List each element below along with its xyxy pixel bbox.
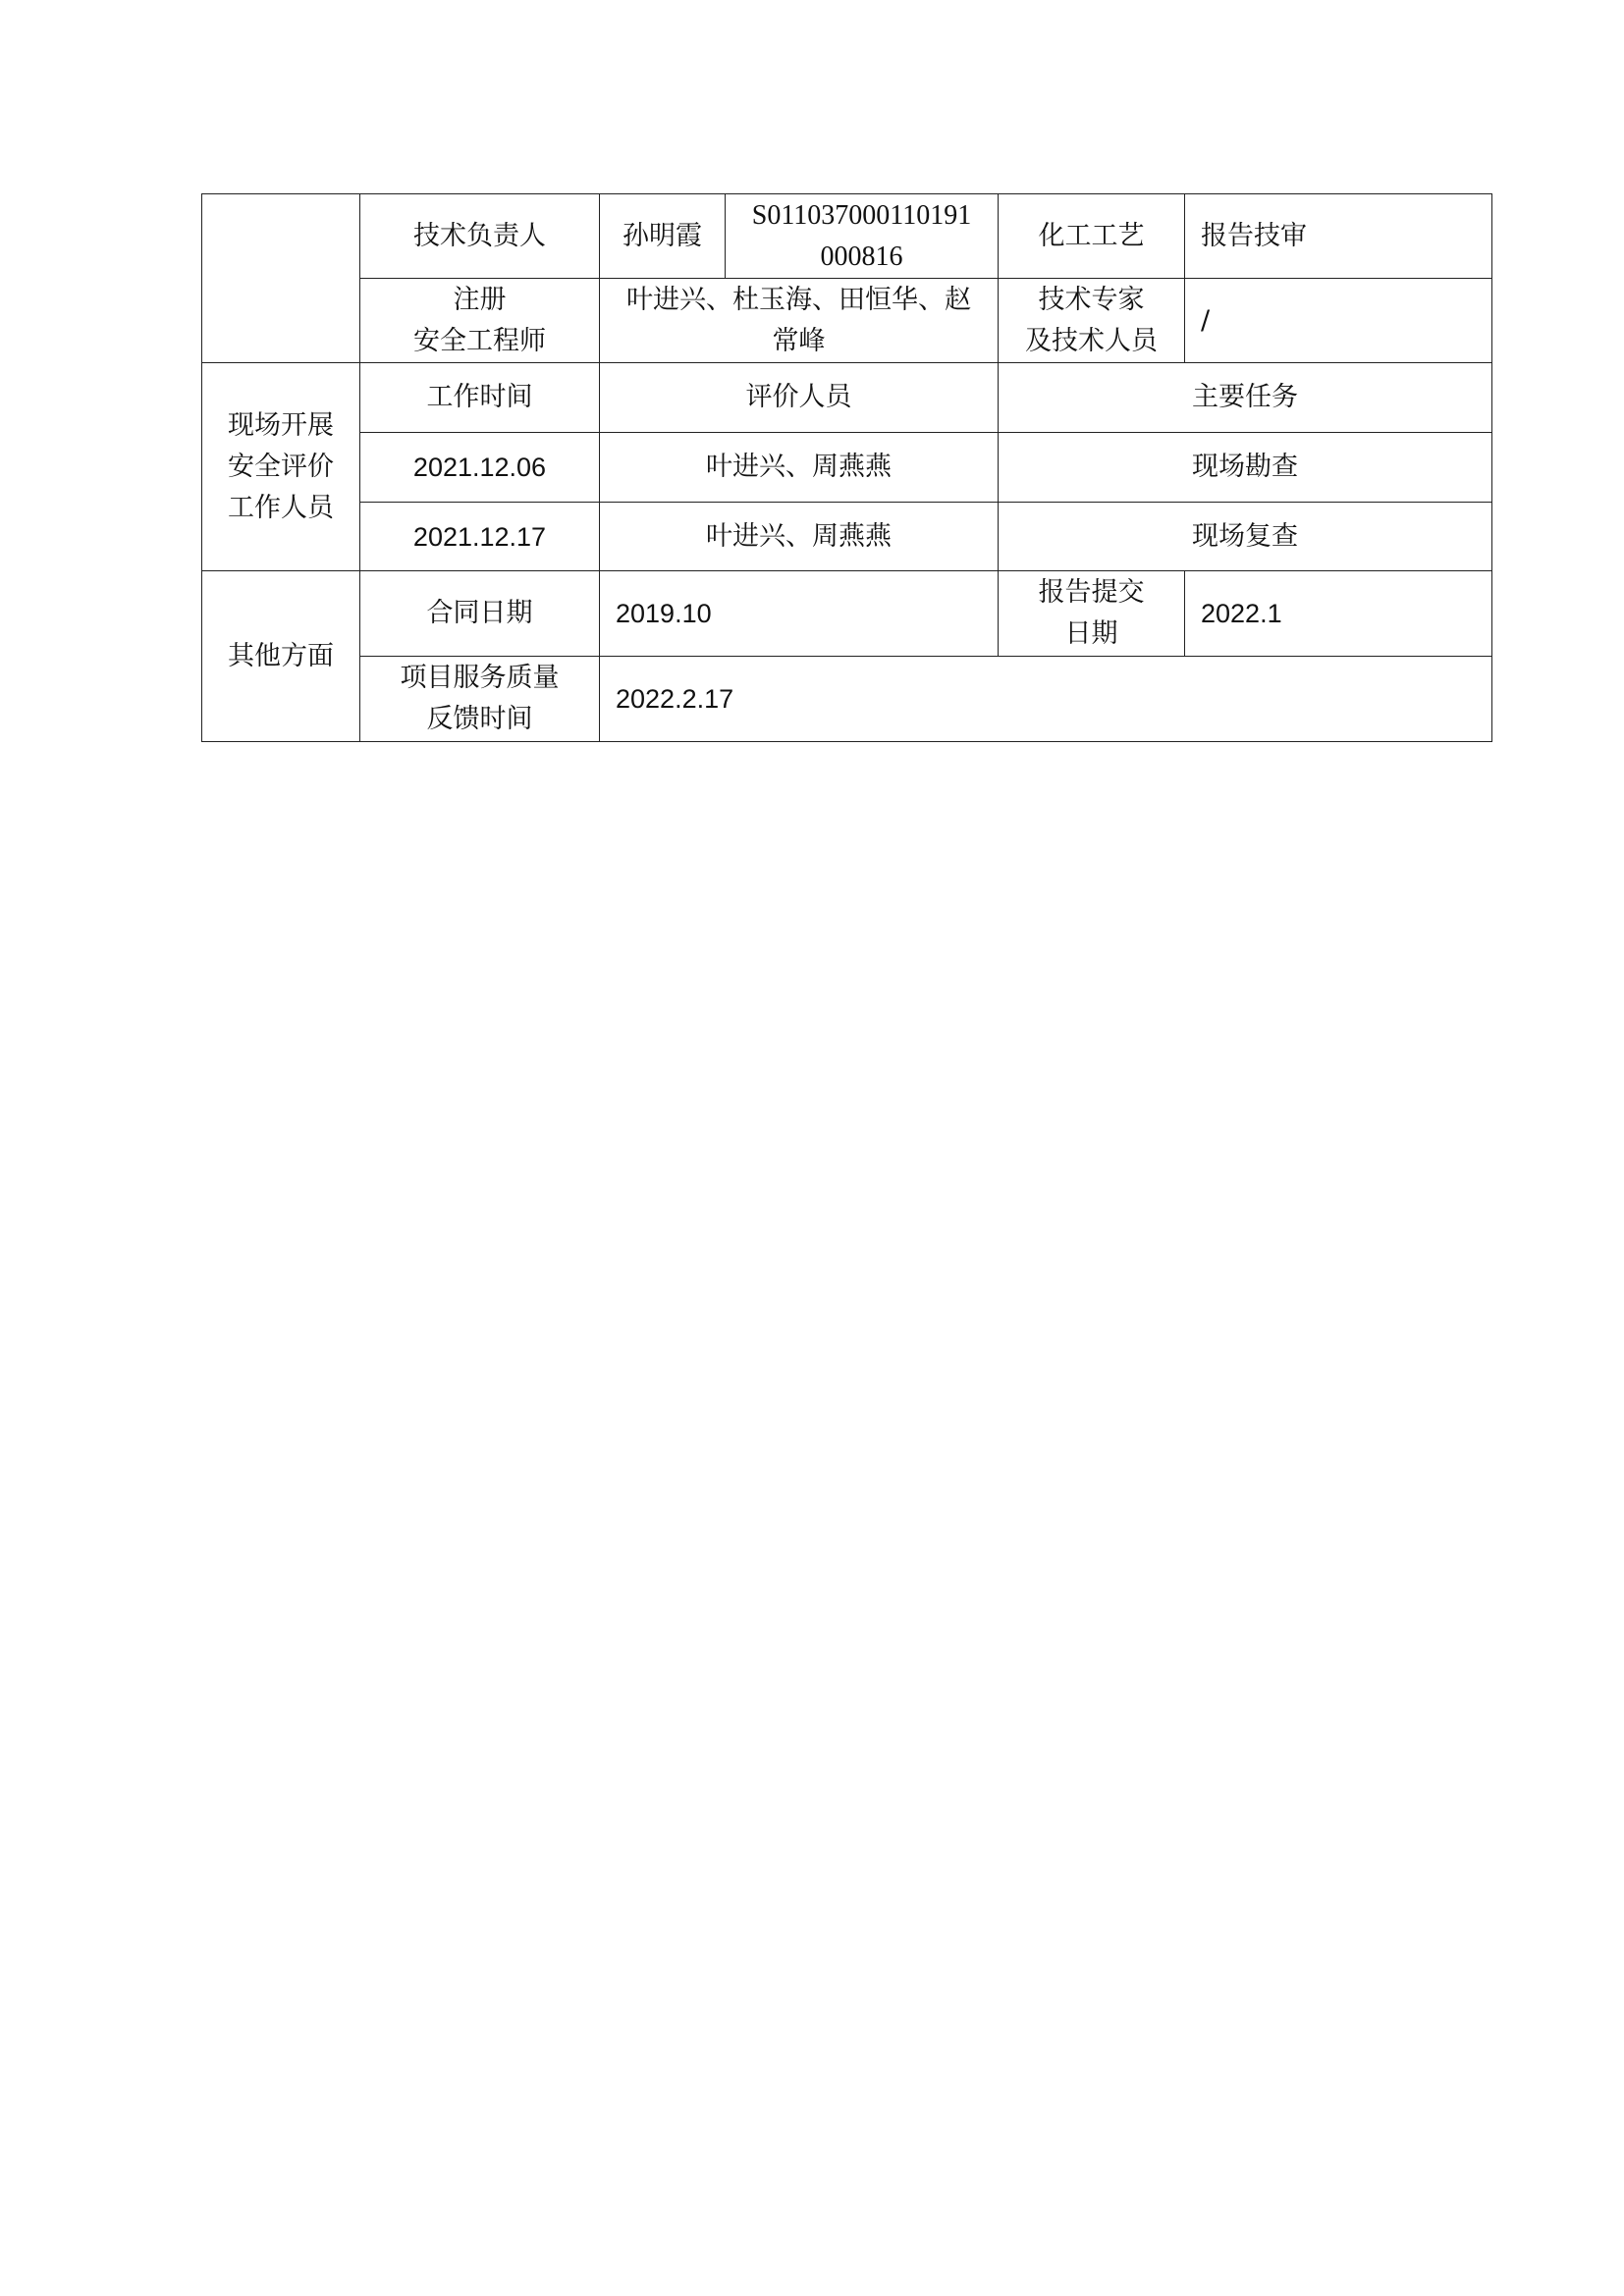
cert-number-line-2: 000816 xyxy=(820,240,903,272)
registered-engineer-names xyxy=(600,279,999,363)
onsite-entry-task: 现场复查 xyxy=(999,503,1492,571)
onsite-label-line-2: 安全评价 xyxy=(228,451,334,482)
cert-number-line-1: S011037000110191 xyxy=(751,199,972,231)
feedback-time-row xyxy=(202,657,1492,742)
tech-lead-name: 孙明霞 xyxy=(600,194,726,279)
evaluator-header: 评价人员 xyxy=(600,363,999,433)
contract-date-row xyxy=(202,571,1492,657)
tech-expert-value: / xyxy=(1185,279,1492,363)
registered-engineer-row xyxy=(202,279,1492,363)
onsite-entry-staff: 叶进兴、周燕燕 xyxy=(600,503,999,571)
onsite-entry-task: 现场勘查 xyxy=(999,433,1492,503)
submit-date-label xyxy=(999,571,1185,657)
onsite-entry-date: 2021.12.06 xyxy=(360,433,600,503)
tech-expert-label xyxy=(999,279,1185,363)
feedback-time-label xyxy=(360,657,600,742)
other-section-label: 其他方面 xyxy=(202,571,360,742)
onsite-entry-staff: 叶进兴、周燕燕 xyxy=(600,433,999,503)
submit-label-line-2: 日期 xyxy=(1064,618,1118,649)
registered-label-line-2: 安全工程师 xyxy=(413,325,546,356)
expert-label-line-2: 及技术人员 xyxy=(1025,325,1158,356)
tech-lead-duty: 报告技审 xyxy=(1185,194,1492,279)
expert-label-line-1: 技术专家 xyxy=(1038,284,1145,315)
onsite-section-label xyxy=(202,363,360,571)
onsite-label-line-1: 现场开展 xyxy=(228,409,334,441)
feedback-label-line-1: 项目服务质量 xyxy=(400,663,560,693)
engineer-names-line-1: 叶进兴、杜玉海、田恒华、赵 xyxy=(626,284,971,315)
onsite-entry-date: 2021.12.17 xyxy=(360,503,600,571)
contract-date-label: 合同日期 xyxy=(360,571,600,657)
engineer-names-line-2: 常峰 xyxy=(772,325,826,356)
registered-engineer-label xyxy=(360,279,600,363)
tech-lead-specialty: 化工工艺 xyxy=(999,194,1185,279)
main-task-header: 主要任务 xyxy=(999,363,1492,433)
contract-date-value: 2019.10 xyxy=(600,571,999,657)
onsite-entry-row xyxy=(202,503,1492,571)
submit-label-line-1: 报告提交 xyxy=(1038,577,1145,608)
tech-lead-row xyxy=(202,194,1492,279)
feedback-label-line-2: 反馈时间 xyxy=(426,704,533,734)
tech-lead-label: 技术负责人 xyxy=(360,194,600,279)
onsite-header-row xyxy=(202,363,1492,433)
staff-section-cell xyxy=(202,194,360,363)
onsite-label-line-3: 工作人员 xyxy=(228,492,334,523)
onsite-entry-row xyxy=(202,433,1492,503)
work-time-header: 工作时间 xyxy=(360,363,600,433)
feedback-time-value: 2022.2.17 xyxy=(600,657,1492,742)
project-info-table xyxy=(201,193,1492,742)
registered-label-line-1: 注册 xyxy=(453,284,507,315)
submit-date-value: 2022.1 xyxy=(1185,571,1492,657)
tech-lead-cert-number xyxy=(726,194,999,279)
